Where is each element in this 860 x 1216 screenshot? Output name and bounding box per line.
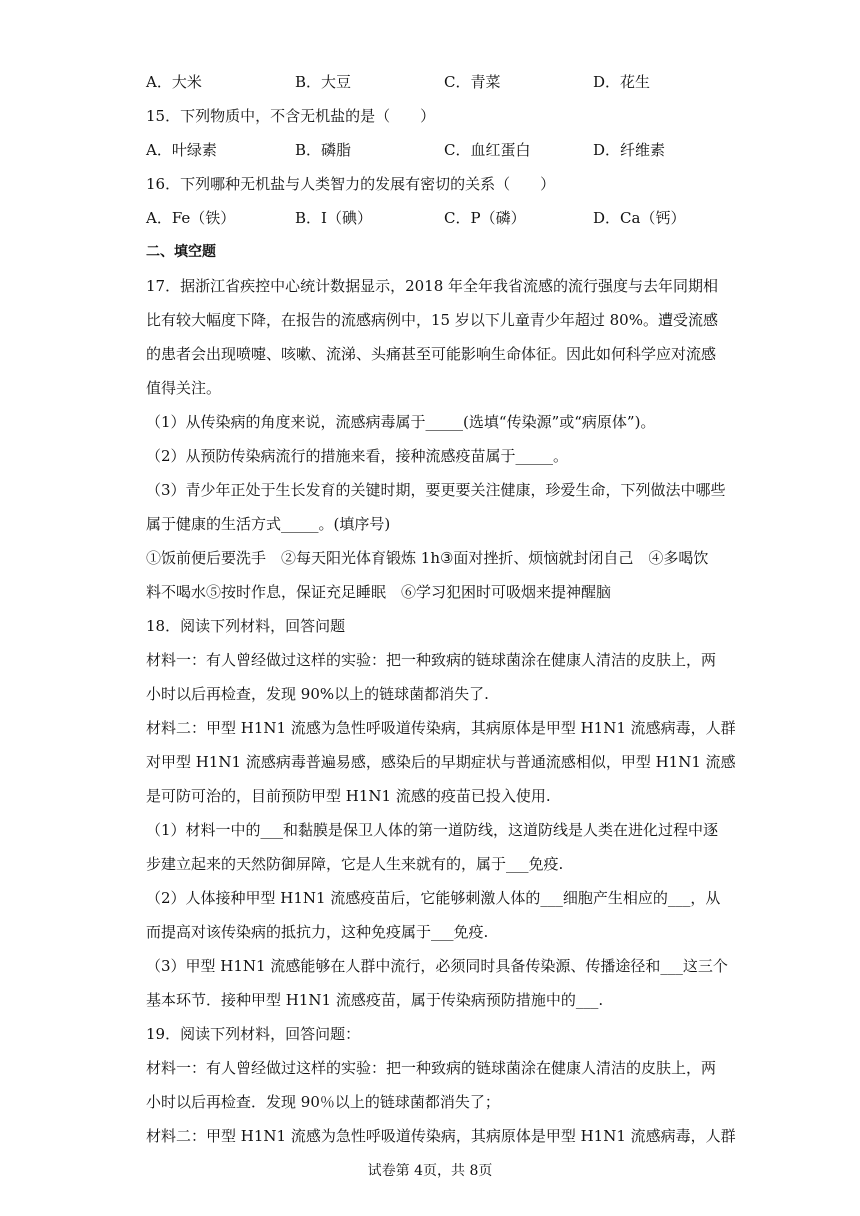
q17-line: 的患者会出现喷嚏、咳嗽、流涕、头痛甚至可能影响生命体征。因此如何科学应对流感 — [146, 345, 717, 363]
q16-option-c: C．P（磷） — [444, 209, 526, 227]
q15-options — [146, 140, 746, 160]
q16-stem: 16．下列哪种无机盐与人类智力的发展有密切的关系（ ） — [146, 175, 556, 193]
q17-line: 值得关注。 — [146, 379, 222, 397]
q15-option-b: B．磷脂 — [295, 141, 352, 159]
q18-sub2: （2）人体接种甲型 H1N1 流感疫苗后，它能够刺激人体的___细胞产生相应的___，从 — [146, 889, 721, 907]
q19-stem: 19．阅读下列材料，回答问题： — [146, 1025, 361, 1043]
q16-option-a: A．Fe（铁） — [146, 209, 236, 227]
q19-material-1: 小时以后再检查．发现 90％以上的链球菌都消失了； — [146, 1093, 500, 1111]
q18-material-2: 材料二：甲型 H1N1 流感为急性呼吸道传染病，其病原体是甲型 H1N1 流感病毒，人群 — [146, 719, 736, 737]
q14-options — [146, 72, 746, 92]
q17-sub1: （1）从传染病的角度来说，流感病毒属于_____(选填“传染源”或“病原体”)。 — [146, 413, 656, 431]
q18-stem: 18．阅读下列材料，回答问题 — [146, 617, 346, 635]
q18-material-2: 对甲型 H1N1 流感病毒普遍易感，感染后的早期症状与普通流感相似，甲型 H1N1 流感 — [146, 753, 736, 771]
q17-sub3: 属于健康的生活方式_____。(填序号) — [146, 515, 391, 533]
q19-material-1: 材料一：有人曾经做过这样的实验：把一种致病的链球菌涂在健康人清洁的皮肤上，两 — [146, 1059, 717, 1077]
q18-sub3: 基本环节．接种甲型 H1N1 流感疫苗，属于传染病预防措施中的___. — [146, 991, 604, 1009]
q16-options — [146, 208, 746, 228]
q14-option-d: D．花生 — [593, 73, 651, 91]
q19-material-2: 材料二：甲型 H1N1 流感为急性呼吸道传染病，其病原体是甲型 H1N1 流感病毒，人群 — [146, 1127, 736, 1145]
section-title: 二、填空题 — [146, 244, 216, 260]
q14-option-c: C．青菜 — [444, 73, 501, 91]
q14-option-b: B．大豆 — [295, 73, 352, 91]
q17-choices: ①饭前便后要洗手 ②每天阳光体育锻炼 1h③面对挫折、烦恼就封闭自己 ④多喝饮 — [146, 549, 709, 567]
q16-option-d: D．Ca（钙） — [593, 209, 686, 227]
q15-option-c: C．血红蛋白 — [444, 141, 531, 159]
q15-option-a: A．叶绿素 — [146, 141, 217, 159]
q17-line: 17．据浙江省疾控中心统计数据显示，2018 年全年我省流感的流行强度与去年同期相 — [146, 277, 719, 295]
q17-sub3: （3）青少年正处于生长发育的关键时期，要更要关注健康，珍爱生命，下列做法中哪些 — [146, 481, 726, 499]
q17-choices: 料不喝水⑤按时作息，保证充足睡眠 ⑥学习犯困时可吸烟来提神醒脑 — [146, 583, 612, 601]
q16-option-b: B．I（碘） — [295, 209, 372, 227]
q18-sub1: 步建立起来的天然防御屏障，它是人生来就有的，属于___免疫. — [146, 855, 564, 873]
page-footer: 试卷第 4页，共 8页 — [367, 1163, 493, 1179]
q15-stem: 15．下列物质中，不含无机盐的是（ ） — [146, 107, 436, 125]
q14-option-a: A．大米 — [146, 73, 202, 91]
q18-sub1: （1）材料一中的___和黏膜是保卫人体的第一道防线，这道防线是人类在进化过程中逐 — [146, 821, 719, 839]
q18-material-1: 材料一：有人曾经做过这样的实验：把一种致病的链球菌涂在健康人清洁的皮肤上，两 — [146, 651, 717, 669]
q18-material-2: 是可防可治的，目前预防甲型 H1N1 流感的疫苗已投入使用. — [146, 787, 551, 805]
q17-line: 比有较大幅度下降，在报告的流感病例中，15 岁以下儿童青少年超过 80%。遭受流感 — [146, 311, 718, 329]
q15-option-d: D．纤维素 — [593, 141, 666, 159]
q18-sub2: 而提高对该传染病的抵抗力，这种免疫属于___免疫. — [146, 923, 489, 941]
q18-material-1: 小时以后再检查，发现 90%以上的链球菌都消失了. — [146, 685, 489, 703]
q17-sub2: （2）从预防传染病流行的措施来看，接种流感疫苗属于_____。 — [146, 447, 569, 465]
q18-sub3: （3）甲型 H1N1 流感能够在人群中流行，必须同时具备传染源、传播途径和___这三个 — [146, 957, 728, 975]
